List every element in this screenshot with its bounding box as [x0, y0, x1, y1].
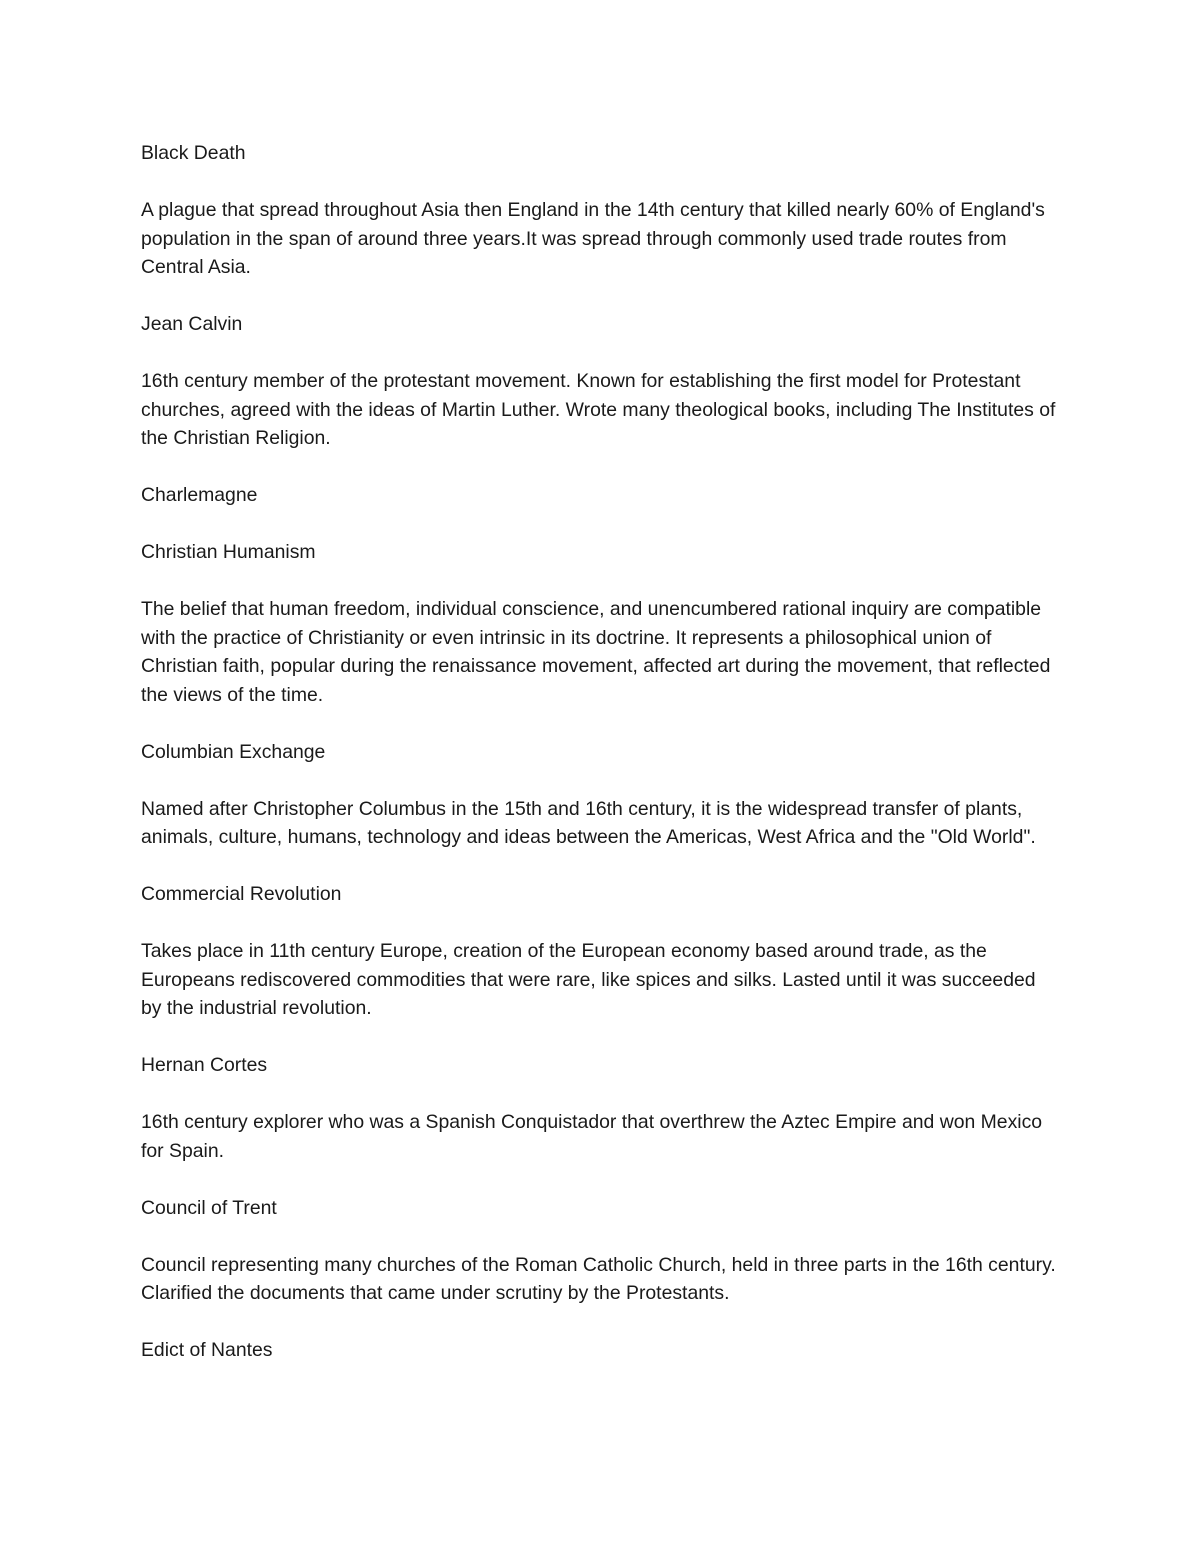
term-definition: The belief that human freedom, individual conscience, and unencumbered rational inquiry are compatible with the practice of Christianity or even intrinsic in its doctrine. It represents a philosophical union of Christian faith, popular during the renaissance movement, affected art during the movement, that reflected the views of the time.: [141, 598, 1051, 706]
term-heading: Edict of Nantes: [141, 1339, 273, 1361]
term-heading: Jean Calvin: [141, 313, 243, 335]
document-body: [141, 139, 1061, 1365]
term-heading: Council of Trent: [141, 1196, 277, 1219]
term-heading: Columbian Exchange: [141, 740, 326, 763]
term-definition: Council representing many churches of the Roman Catholic Church, held in three parts in the 16th century. Clarified the documents that came under scrutiny by the Protestants.: [141, 1253, 1056, 1304]
term-definition: Named after Christopher Columbus in the 15th and 16th century, it is the widespread transfer of plants, animals, culture, humans, technology and ideas between the Americas, West Africa and the "Old World".: [141, 797, 1036, 848]
term-heading: Commercial Revolution: [141, 883, 342, 905]
term-definition: 16th century explorer who was a Spanish Conquistador that overthrew the Aztec Empire and won Mexico for Spain.: [141, 1111, 1043, 1162]
term-heading: Hernan Cortes: [141, 1054, 268, 1076]
term-heading: Charlemagne: [141, 484, 258, 506]
term-heading: Black Death: [141, 142, 246, 164]
term-definition: Takes place in 11th century Europe, creation of the European economy based around trade, as the Europeans rediscovered commodities that were rare, like spices and silks. Lasted until it was succeeded by the industrial revolution.: [141, 940, 1036, 1019]
term-definition: A plague that spread throughout Asia then England in the 14th century that killed nearly 60% of England's population in the span of around three years.It was spread through commonly used trade routes from Central Asia.: [141, 199, 1045, 278]
term-definition: 16th century member of the protestant movement. Known for establishing the first model for Protestant churches, agreed with the ideas of Martin Luther. Wrote many theological books, including The Institutes of the Christian Religion.: [141, 370, 1056, 449]
term-heading: Christian Humanism: [141, 541, 316, 563]
